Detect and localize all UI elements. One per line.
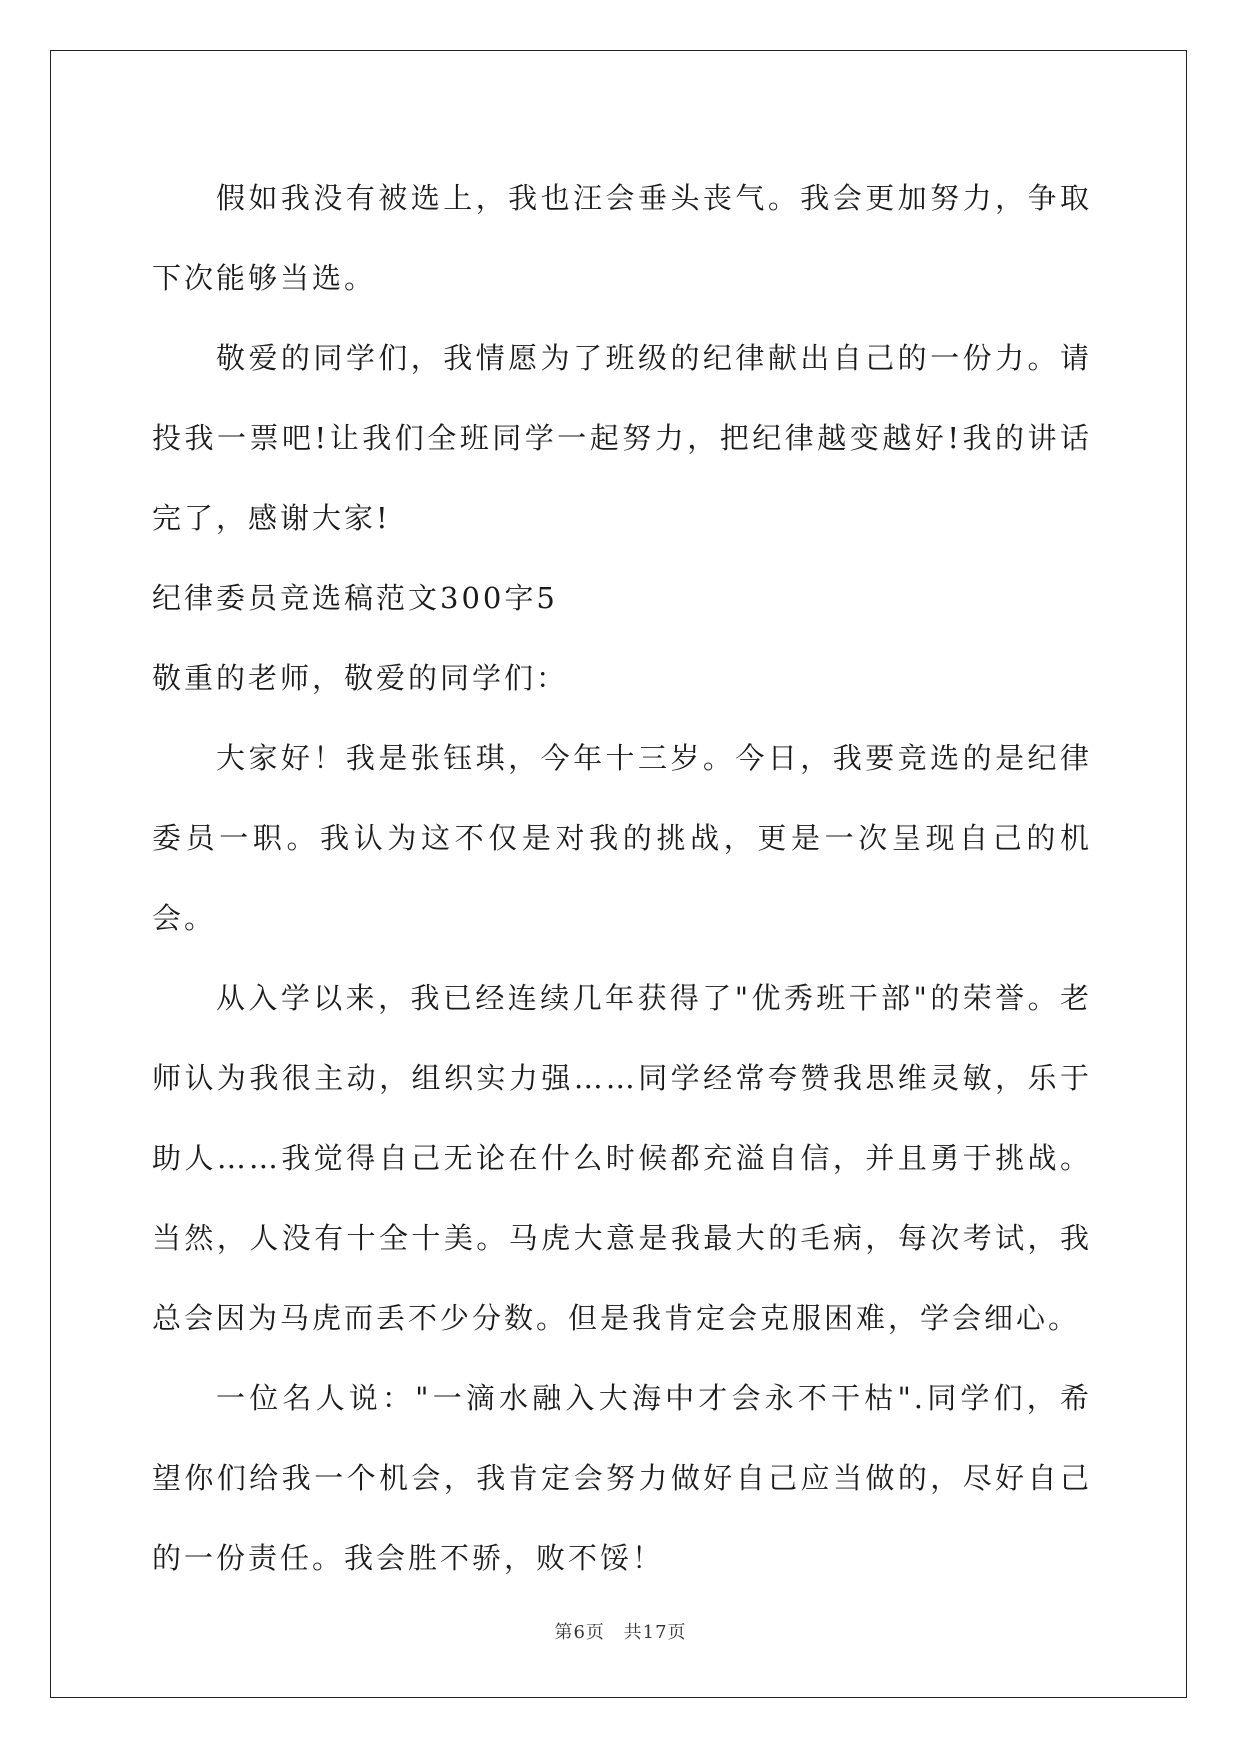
page-footer xyxy=(0,1618,1241,1644)
page-total: 共17页 xyxy=(623,1622,687,1643)
paragraph: 从入学以来，我已经连续几年获得了"优秀班干部"的荣誉。老师认为我很主动，组织实力强……同学经常夸赞我思维灵敏，乐于助人……我觉得自己无论在什么时候都充溢自信，并且勇于挑战。当然，人没有十全十美。马虎大意是我最大的毛病，每次考试，我总会因为马虎而丢不少分数。但是我肯定会克服困难，学会细心。 xyxy=(152,981,1092,1335)
salutation: 敬重的老师，敬爱的同学们： xyxy=(152,661,569,695)
document-body xyxy=(152,158,1092,1598)
paragraph: 假如我没有被选上，我也汪会垂头丧气。我会更加努力，争取下次能够当选。 xyxy=(152,181,1092,295)
paragraph: 敬爱的同学们，我情愿为了班级的纪律献出自己的一份力。请投我一票吧!让我们全班同学一起努力，把纪律越变越好!我的讲话完了，感谢大家! xyxy=(152,341,1092,535)
section-heading: 纪律委员竞选稿范文300字5 xyxy=(152,581,558,615)
paragraph: 大家好！我是张钰琪，今年十三岁。今日，我要竞选的是纪律委员一职。我认为这不仅是对我的挑战，更是一次呈现自己的机会。 xyxy=(152,741,1092,935)
page-number: 第6页 xyxy=(554,1622,605,1643)
paragraph: 一位名人说："一滴水融入大海中才会永不干枯".同学们，希望你们给我一个机会，我肯定会努力做好自己应当做的，尽好自己的一份责任。我会胜不骄，败不馁！ xyxy=(152,1381,1092,1575)
